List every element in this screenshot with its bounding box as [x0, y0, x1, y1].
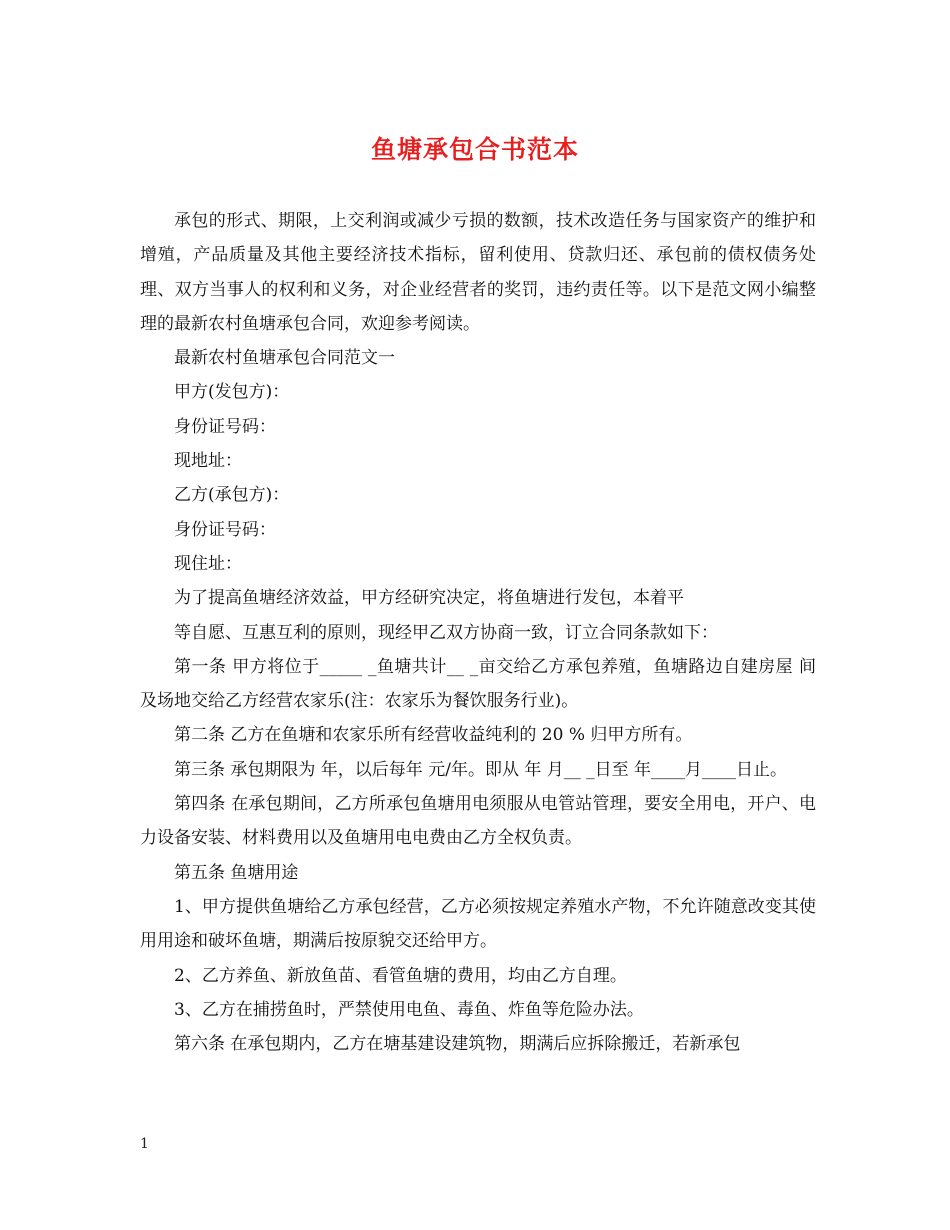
paragraph-party-a-id: 身份证号码：	[174, 416, 276, 437]
paragraph-article-5-item-1: 1、甲方提供鱼塘给乙方承包经营，乙方必须按规定养殖水产物，不允许随意改变其使用用途和破坏鱼塘，期满后按原貌交还给甲方。	[140, 896, 816, 952]
paragraph-party-a-address: 现地址：	[174, 451, 242, 472]
paragraph-intro: 承包的形式、期限，上交利润或减少亏损的数额，技术改造任务与国家资产的维护和增殖，产品质量及其他主要经济技术指标，留利使用、贷款归还、承包前的债权债务处理、双方当事人的权利和义务，对企业经营者的奖罚，违约责任等。以下是范文网小编整理的最新农村鱼塘承包合同，欢迎参考阅读。	[140, 211, 816, 334]
paragraph-article-1: 第一条 甲方将位于_____ _鱼塘共计__ _亩交给乙方承包养殖，鱼塘路边自建房屋 间及场地交给乙方经营农家乐(注：农家乐为餐饮服务行业)。	[140, 656, 816, 712]
paragraph-article-5: 第五条 鱼塘用途	[174, 862, 299, 883]
paragraph-party-b-id: 身份证号码：	[174, 519, 276, 540]
paragraph-article-4: 第四条 在承包期间，乙方所承包鱼塘用电须服从电管站管理，要安全用电，开户、电力设备安装、材料费用以及鱼塘用电电费由乙方全权负责。	[140, 794, 816, 849]
document-title: 鱼塘承包合书范本	[370, 135, 579, 164]
paragraph-article-2: 第二条 乙方在鱼塘和农家乐所有经营收益纯利的 20 % 归甲方所有。	[174, 725, 693, 746]
paragraph-article-3: 第三条 承包期限为 年，以后每年 元/年。即从 年 月__ _日至 年____月____日止。	[174, 759, 788, 780]
paragraph-subtitle: 最新农村鱼塘承包合同范文一	[174, 348, 395, 369]
paragraph-party-a: 甲方(发包方)：	[174, 382, 290, 403]
paragraph-article-5-item-3: 3、乙方在捕捞鱼时，严禁使用电鱼、毒鱼、炸鱼等危险办法。	[174, 999, 644, 1020]
paragraph-party-b-address: 现住址：	[174, 553, 242, 574]
paragraph-article-5-item-2: 2、乙方养鱼、新放鱼苗、看管鱼塘的费用，均由乙方自理。	[174, 965, 627, 986]
page-number: 1	[140, 1136, 149, 1152]
paragraph-article-6: 第六条 在承包期内，乙方在塘基建设建筑物，期满后应拆除搬迁，若新承包	[174, 1034, 741, 1055]
paragraph-purpose: 为了提高鱼塘经济效益，甲方经研究决定，将鱼塘进行发包，本着平	[174, 588, 684, 609]
paragraph-party-b: 乙方(承包方)：	[174, 485, 290, 506]
paragraph-principle: 等自愿、互惠互利的原则，现经甲乙双方协商一致，订立合同条款如下：	[174, 622, 718, 643]
document-body	[140, 204, 816, 1061]
